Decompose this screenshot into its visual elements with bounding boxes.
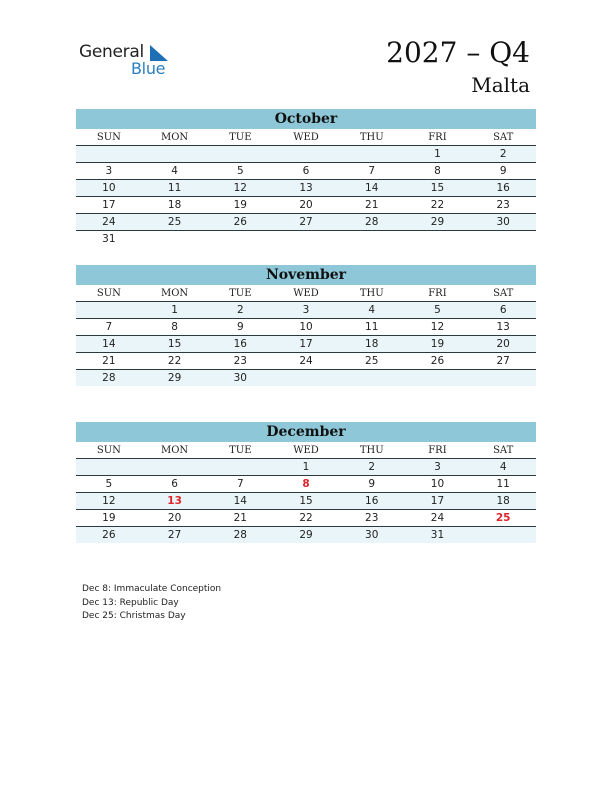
day-cell: 17 [430,495,445,507]
day-cell: 29 [299,529,313,541]
week-row [76,302,536,319]
weekday-label: MON [160,132,189,143]
weekday-label: SAT [493,445,514,456]
day-cell: 15 [299,495,313,507]
week-row [76,459,536,476]
weekday-label: SAT [493,288,514,299]
day-cell: 26 [233,216,247,228]
month-name: October [76,109,536,129]
day-cell: 7 [236,478,244,490]
weekday-label: FRI [428,445,447,456]
day-cell: 7 [105,321,113,333]
day-cell: 24 [430,512,445,524]
day-cell: 25 [365,355,379,367]
day-cell: 1 [434,148,441,160]
week-row [76,180,536,197]
day-cell: 20 [299,199,313,211]
day-cell: 2 [236,304,244,316]
day-cell [405,231,471,247]
day-cell: 1 [302,461,310,473]
day-cell: 31 [430,529,445,541]
weekday-label: SUN [96,132,121,143]
week-row [76,527,536,543]
day-cell: 18 [496,495,510,507]
weekday-header-row [76,285,536,302]
month-name: November [76,265,536,285]
day-cell: 12 [430,321,445,333]
week-row [76,370,536,386]
day-cell [207,459,273,475]
day-cell: 9 [499,165,507,177]
day-cell: 21 [233,512,247,524]
day-cell [405,370,471,386]
weekday-label: THU [359,288,384,299]
week-row [76,353,536,370]
weekday-label: FRI [428,288,447,299]
week-row [76,146,536,163]
weekday-label: WED [293,132,319,143]
weekday-label: THU [359,445,384,456]
day-cell: 5 [236,165,244,177]
day-cell: 27 [299,216,313,228]
day-cell: 16 [365,495,379,507]
day-cell: 23 [233,355,247,367]
day-cell: 6 [499,304,507,316]
day-cell: 5 [105,478,113,490]
day-cell: 14 [365,182,379,194]
day-cell: 29 [167,372,182,384]
day-cell: 18 [365,338,379,350]
day-cell: 2 [499,148,507,160]
day-cell [273,146,339,162]
weekday-label: WED [293,288,319,299]
day-cell: 17 [299,338,313,350]
day-cell: 10 [102,182,116,194]
week-row [76,163,536,180]
week-row [76,214,536,231]
week-row [76,336,536,353]
day-cell: 1 [171,304,178,316]
day-cell: 11 [365,321,379,333]
day-cell: 27 [167,529,182,541]
day-cell: 26 [430,355,445,367]
day-cell [207,146,273,162]
day-cell [76,459,142,475]
week-row [76,493,536,510]
day-cell: 8 [434,165,441,177]
day-cell: 9 [368,478,376,490]
day-cell: 4 [499,461,507,473]
day-cell [142,459,208,475]
day-cell: 12 [233,182,247,194]
weekday-header-row [76,442,536,459]
day-cell: 25 [167,216,182,228]
day-cell [470,527,536,543]
week-row [76,197,536,214]
holiday-day-cell: 13 [167,495,182,507]
day-cell: 30 [233,372,247,384]
weekday-label: THU [359,132,384,143]
day-cell: 8 [171,321,178,333]
day-cell: 14 [102,338,116,350]
day-cell: 24 [299,355,313,367]
holiday-note: Dec 25: Christmas Day [82,611,186,621]
day-cell: 11 [496,478,510,490]
day-cell: 19 [233,199,247,211]
day-cell: 3 [302,304,310,316]
day-cell: 21 [102,355,116,367]
day-cell: 14 [233,495,247,507]
day-cell: 28 [365,216,379,228]
weekday-label: SUN [96,288,121,299]
day-cell [273,370,339,386]
day-cell: 19 [102,512,116,524]
day-cell: 23 [496,199,510,211]
day-cell: 13 [496,321,510,333]
day-cell: 20 [496,338,510,350]
weekday-label: TUE [229,445,252,456]
day-cell: 19 [430,338,445,350]
day-cell [339,370,405,386]
day-cell [142,146,208,162]
weekday-label: SUN [96,445,121,456]
day-cell [207,231,273,247]
weekday-label: WED [293,445,319,456]
day-cell [76,146,142,162]
day-cell: 26 [102,529,116,541]
page-title: 2027 – Q4 [386,36,530,69]
day-cell [470,370,536,386]
weekday-label: TUE [229,288,252,299]
day-cell [76,302,142,318]
month-name: December [76,422,536,442]
day-cell: 30 [496,216,510,228]
day-cell: 31 [102,233,116,245]
day-cell: 4 [171,165,178,177]
weekday-label: FRI [428,132,447,143]
day-cell: 22 [430,199,445,211]
day-cell [339,146,405,162]
day-cell: 3 [434,461,441,473]
day-cell: 5 [434,304,441,316]
day-cell: 10 [430,478,445,490]
day-cell: 21 [365,199,379,211]
holiday-note: Dec 8: Immaculate Conception [82,584,222,594]
day-cell: 6 [302,165,310,177]
day-cell [470,231,536,247]
day-cell: 30 [365,529,379,541]
day-cell: 24 [102,216,116,228]
week-row [76,510,536,527]
weekday-label: TUE [229,132,252,143]
day-cell: 9 [236,321,244,333]
weekday-label: MON [160,445,189,456]
day-cell: 10 [299,321,313,333]
day-cell: 27 [496,355,510,367]
logo-blue-text: Blue [131,59,166,78]
country-name: Malta [471,73,530,97]
day-cell: 18 [167,199,182,211]
day-cell: 15 [167,338,182,350]
day-cell: 7 [368,165,376,177]
week-row [76,231,536,247]
day-cell: 16 [233,338,247,350]
weekday-label: MON [160,288,189,299]
day-cell: 20 [167,512,182,524]
day-cell: 13 [299,182,313,194]
day-cell: 2 [368,461,376,473]
holiday-day-cell: 25 [495,512,511,524]
day-cell: 29 [430,216,445,228]
month-november [76,265,536,386]
day-cell: 4 [368,304,376,316]
day-cell: 12 [102,495,116,507]
day-cell [273,231,339,247]
day-cell: 11 [167,182,182,194]
day-cell: 6 [171,478,178,490]
month-october [76,109,536,247]
day-cell [142,231,208,247]
holiday-day-cell: 8 [302,478,310,490]
logo [79,42,179,78]
week-row [76,476,536,493]
day-cell: 15 [430,182,445,194]
day-cell: 3 [105,165,113,177]
holiday-notes [82,583,221,624]
day-cell: 23 [365,512,379,524]
day-cell [339,231,405,247]
day-cell: 28 [233,529,247,541]
day-cell: 22 [167,355,182,367]
holiday-note: Dec 13: Republic Day [82,597,179,608]
month-december [76,422,536,543]
day-cell: 28 [102,372,116,384]
day-cell: 17 [102,199,116,211]
day-cell: 16 [496,182,510,194]
week-row [76,319,536,336]
day-cell: 22 [299,512,313,524]
weekday-header-row [76,129,536,146]
logo-general-text: General [79,42,144,62]
weekday-label: SAT [493,132,514,143]
